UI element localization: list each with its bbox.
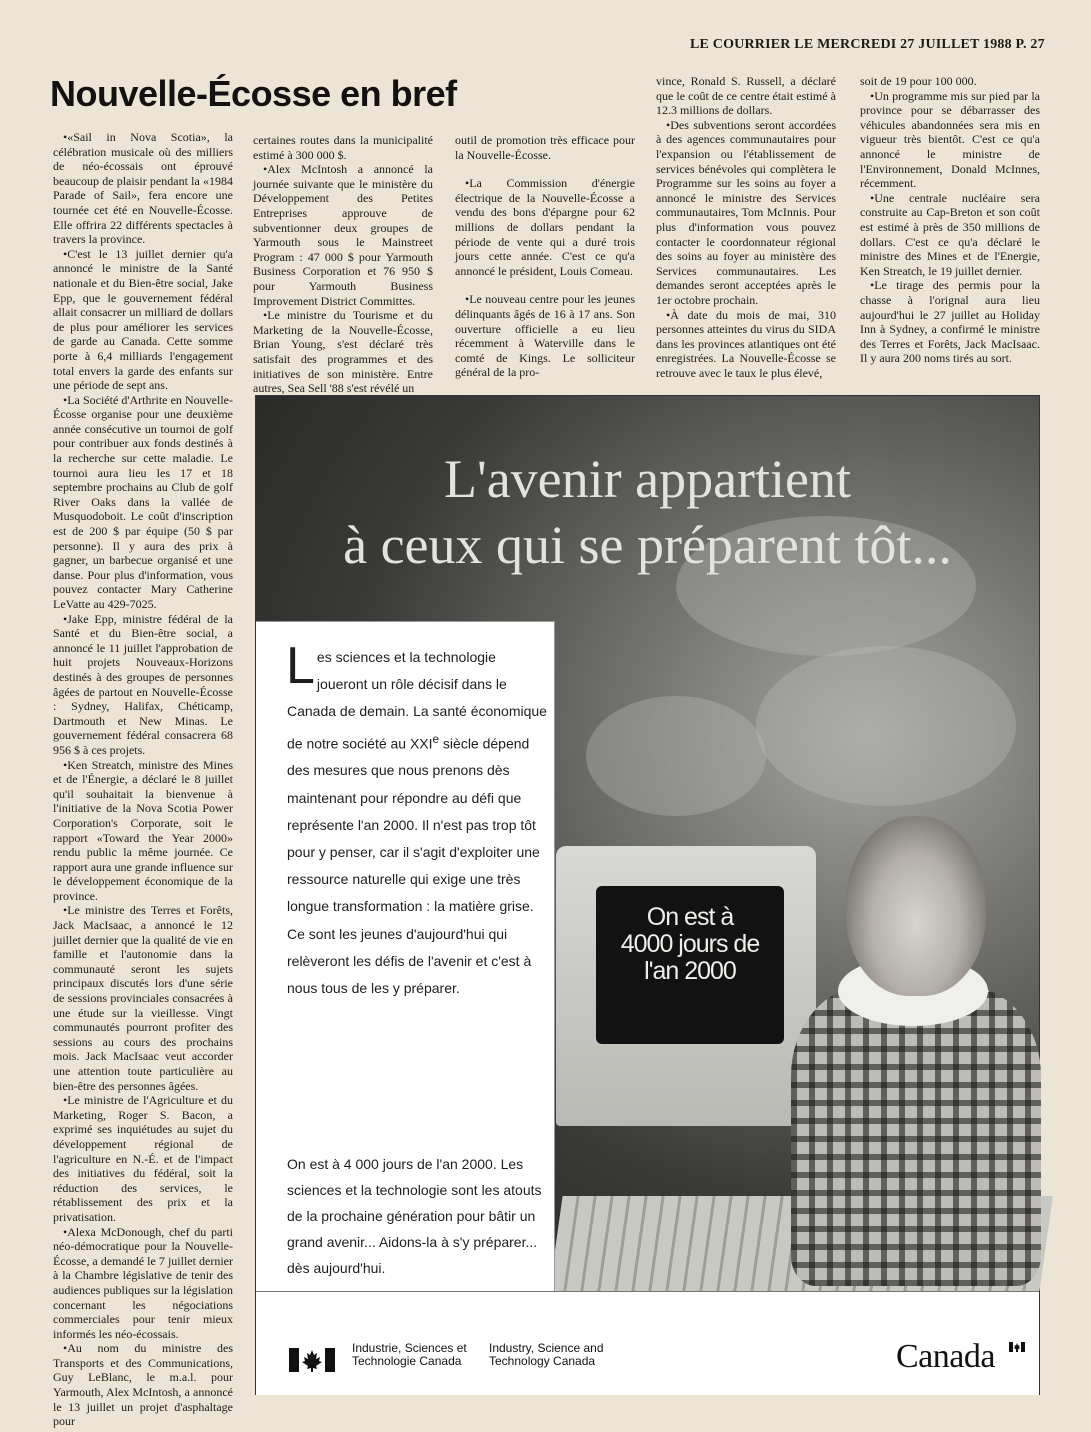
news-brief-item: outil de promotion très efficace pour la Nouvelle-Écosse. [455, 133, 635, 162]
ad-footer [256, 1291, 1039, 1395]
department-en-line-2: Technology Canada [489, 1354, 596, 1368]
news-brief-item: •Un programme mis sur pied par la province pour se débarrasser des véhicules abandonnées sera mis en vigueur très bientôt. C'est ce qu'a annoncé le ministre de l'Environnement, Donald McInnes, récemment. [860, 88, 1040, 191]
ad-photo [256, 396, 1039, 1291]
article-title: Nouvelle-Écosse en bref [50, 73, 457, 114]
government-advertisement [255, 395, 1040, 1395]
department-name-french [352, 1342, 482, 1368]
department-name-english [489, 1342, 619, 1368]
child-figure [791, 986, 1041, 1286]
news-brief-item: •Des subventions seront accordées à des agences communautaires pour l'expansion ou l'établissement de services bénévoles qui complètera le Programme sur les soins au foyer a annoncé le ministre des Services communautaires, Tom McInnis. Pour plus d'information vous pouvez contacter le coordonnateur régional des soins au foyer au ministère des Services communautaires. Les demandes seront acceptées après le 1er octobre prochain. [656, 117, 836, 307]
page-header: LE COURRIER LE MERCREDI 27 JUILLET 1988 P. 27 [690, 37, 1045, 52]
ad-headline [256, 446, 1039, 578]
canada-flag-icon [289, 1348, 335, 1372]
news-brief-item: vince, Ronald S. Russell, a déclaré que le coût de ce centre était estimé à 12.3 millions de dollars. [656, 74, 836, 118]
ad-headline-line-1: L'avenir appartient [443, 449, 852, 509]
news-brief-item: •Le ministre des Terres et Forêts, Jack MacIsaac, a annoncé le 12 juillet dernier que la qualité de vie en famille et l'autonomie dans la communauté seront les sujets principaux discutés lors d'une série de sessions provinciales consacrées à une étude sur la vieillesse. Vingt communautés pourront profiter des sessions au cours des prochains mois. Jack MacIsaac veut accorder une attention toute particulière au bien-être des personnes âgées. [53, 903, 233, 1093]
monitor-screen [596, 886, 784, 1044]
ad-headline-line-2: à ceux qui se préparent tôt... [343, 515, 952, 575]
child-head [846, 816, 986, 996]
wordmark-flag-icon [1009, 1342, 1025, 1352]
news-brief-item: •À date du mois de mai, 310 personnes atteintes du virus du SIDA dans les provinces atlantiques ont été enregistrées. La Nouvelle-Écosse se retrouve avec le taux le plus élevé, [656, 307, 836, 380]
article-column-3 [455, 133, 635, 378]
news-brief-item: soit de 19 pour 100 000. [860, 74, 977, 88]
ad-body-part-1: es sciences et la technologie joueront un rôle décisif dans le Canada de demain. La santé économique de notre société au XXI [287, 649, 547, 752]
department-en-line-1: Industry, Science and [489, 1341, 604, 1355]
news-brief-item: •La Société d'Arthrite en Nouvelle-Écosse organise pour une deuxième année consécutive un tournoi de golf pour contribuer aux fonds destinés à la recherche sur cette maladie. Le tournoi aura lieu les 17 et 18 septembre prochains au Club de golf River Oaks dans la vallée de Musquodoboit. Le coût d'inscription est de 200 $ par équipe (50 $ par personne). Il y aura des prix à gagner, un barbecue organisé et une danse. Pour plus d'information, vous pouvez contacter Mary Catherine LeVatte au 429-7025. [53, 392, 233, 611]
news-brief-item: •Au nom du ministre des Transports et des Communications, Guy LeBlanc, le m.a.l. pour Yarmouth, Alex McIntosh, a annoncé le 13 juillet un projet d'asphaltage pour [53, 1341, 233, 1429]
news-brief-item: •C'est le 13 juillet dernier qu'a annoncé le ministre de la Santé nationale et du Bien-être social, Jake Epp, que le gouvernement fédéral allait consacrer un milliard de dollars de plus pour améliorer les services de garde au Canada. Cette somme porte à 6,4 milliards l'engagement total envers la garde des enfants sur une période de sept ans. [53, 246, 233, 393]
news-brief-item: •Jake Epp, ministre fédéral de la Santé et du Bien-être social, a annoncé le 11 juillet l'approbation de huit projets Nouveaux-Horizons destinés à des groupes de personnes âgées de partout en Nouvelle-Écosse : Sydney, Halifax, Chéticamp, Dartmouth et New Minas. Le gouvernement fédéral consacrera 68 956 $ à ces projets. [53, 611, 233, 757]
ad-dropcap: L [286, 637, 315, 695]
ad-body-text [286, 637, 549, 1002]
ad-closing-text: On est à 4 000 jours de l'an 2000. Les sciences et la technologie sont les atouts de la prochaine génération pour bâtir un grand avenir... Aidons-la à s'y préparer... dès aujourd'hui. [287, 1156, 542, 1276]
article-column-5 [860, 74, 1040, 370]
computer-monitor [556, 846, 816, 1126]
news-brief-item: •Le ministre du Tourisme et du Marketing de la Nouvelle-Écosse, Brian Young, s'est déclaré très satisfait des programmes et des initiatives de son ministère. Entre autres, Sea Sell '88 s'est révélé un [253, 308, 433, 396]
ad-body-part-2: siècle dépend des mesures que nous prenons dès maintenant pour répondre au défi que représente l'an 2000. Il n'est pas trop tôt pour y penser, car il s'agit d'exploiter une ressource naturelle qui exige une très longue transformation : la matière grise. Ce sont les jeunes d'aujourd'hui qui relèveront les défis de l'avenir et c'est à nous tous de les y préparer. [287, 735, 540, 997]
news-brief-item: •Le nouveau centre pour les jeunes délinquants âgés de 16 à 17 ans. Son ouverture officielle a eu lieu récemment à Waterville dans le comté de Kings. Le solliciteur général de la pro- [455, 292, 635, 380]
news-brief-item: •La Commission d'énergie électrique de la Nouvelle-Écosse a vendu des bons d'épargne pour 62 millions de dollars pendant la période de vente qui a duré trois jours cette année. C'est ce qu'a annoncé le président, Louis Comeau. [455, 176, 635, 278]
screen-text-line-1: On est à [646, 903, 734, 931]
news-brief-item: •Alexa McDonough, chef du parti néo-démocratique pour la Nouvelle-Écosse, a demandé le 7 juillet dernier à la Chambre législative de tenir des audiences publiques sur la législation concernant les négociations commerciales pour tenir mieux informés les néo-écossais. [53, 1224, 233, 1341]
news-brief-item: •Ken Streatch, ministre des Mines et de l'Énergie, a déclaré le 8 juillet qu'il souhaitait la bienvenue à l'initiative de la Nova Scotia Power Corporation's Corporate, soit le rapport «Toward the Year 2000» rendu public la même journée. Ce rapport aura une grande influence sur le développement économique de la province. [53, 757, 233, 903]
screen-text-line-3: l'an 2000 [644, 957, 736, 985]
department-fr-line-1: Industrie, Sciences et [352, 1341, 467, 1355]
news-brief-item: certaines routes dans la municipalité estimé à 300 000 $. [253, 133, 433, 162]
screen-text-line-2: 4000 jours de [620, 930, 760, 958]
news-brief-item: •Le ministre de l'Agriculture et du Marketing, Roger S. Bacon, a exprimé ses inquiétudes au sujet du développement régional de l'agriculture en N.-É. et de l'impact des initiatives du fédéral, soit la réduction des services, le rétablissement des prix et la privatisation. [53, 1093, 233, 1224]
article-column-1 [53, 130, 233, 1429]
canada-wordmark: Canada [896, 1338, 995, 1375]
article-column-2 [253, 133, 433, 396]
article-column-4 [656, 74, 836, 382]
news-brief-item: •Le tirage des permis pour la chasse à l'orignal aura lieu aujourd'hui le 27 juillet au Holiday Inn à Sydney, a confirmé le ministre des Terres et Forêts, Jack MacIsaac. Il y aura 200 noms tirés au sort. [860, 278, 1040, 366]
news-brief-item: •Une centrale nucléaire sera construite au Cap-Breton et son coût est estimé à près de 350 millions de dollars. C'est ce qu'a déclaré le ministre des Mines et de l'Energie, Ken Streatch, le 19 juillet dernier. [860, 190, 1040, 278]
news-brief-item: •Alex McIntosh a annoncé la journée suivante que le ministère du Développement des Petites Entreprises approuve de subventionner deux groupes de Yarmouth sous le Mainstreet Program : 47 000 $ pour Yarmouth Business Corporation et 76 950 $ pour Yarmouth Business Improvement District Committes. [253, 162, 433, 308]
news-brief-item: •«Sail in Nova Scotia», la célébration musicale où des milliers de néo-écossais ont éprouvé beaucoup de plaisir pendant la «1984 Parade of Sail», fera encore une tournée cet été en Nouvelle-Écosse. Elle offrira 22 différents spectacles à travers la province. [53, 130, 233, 247]
department-fr-line-2: Technologie Canada [352, 1354, 462, 1368]
ad-body-superscript: e [432, 732, 440, 746]
